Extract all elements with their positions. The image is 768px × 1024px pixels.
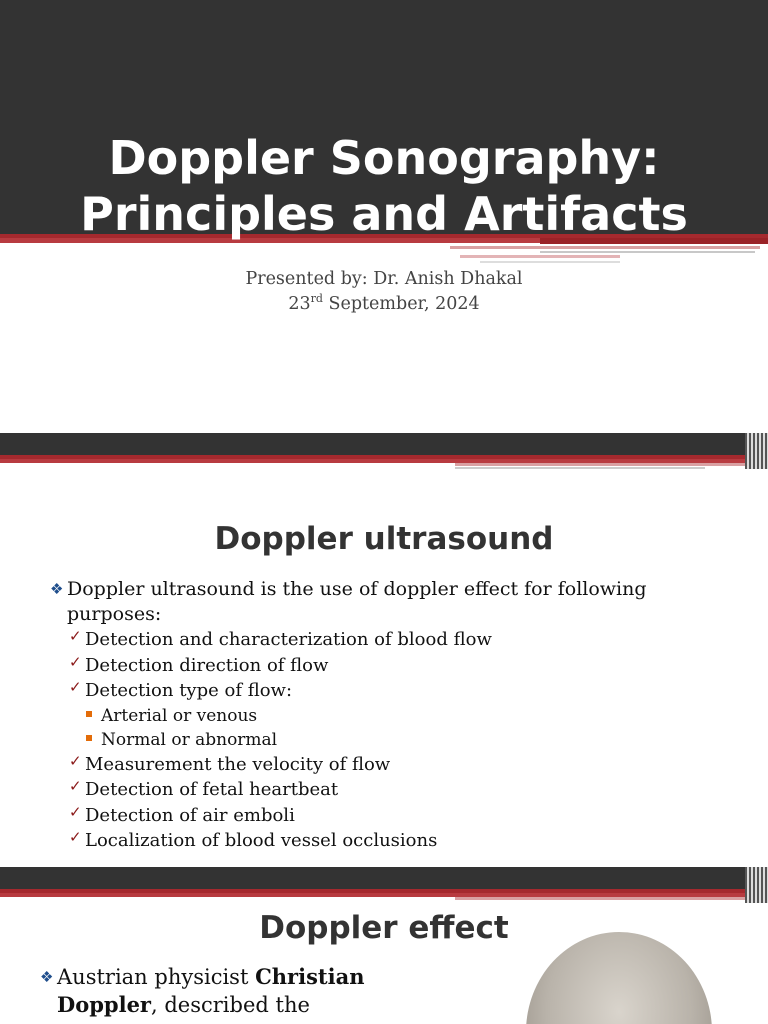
checkmark-icon: ✓ (69, 802, 82, 821)
sub-list-item (50, 704, 730, 728)
square-icon (86, 735, 92, 741)
text-prefix: Austrian physicist (57, 965, 256, 989)
list-item (50, 678, 730, 704)
accent-stripe (745, 867, 768, 903)
list-item (50, 752, 730, 778)
checkmark-icon: ✓ (69, 678, 82, 696)
accent-stripe (460, 255, 620, 258)
checkmark-icon: ✓ (69, 652, 82, 671)
list-item (50, 777, 730, 803)
accent-stripe (480, 261, 620, 263)
list-item (50, 803, 730, 829)
list-item-text: Measurement the velocity of flow (85, 753, 391, 775)
list-item (50, 828, 730, 854)
accent-stripe (455, 897, 745, 900)
presentation-subtitle (0, 267, 768, 317)
list-item-text: Detection of air emboli (85, 804, 295, 826)
accent-stripe (455, 467, 705, 469)
list-item-text: Localization of blood vessel occlusions (85, 830, 438, 851)
checkmark-icon: ✓ (69, 777, 82, 795)
slide-title: Doppler ultrasound (214, 521, 554, 557)
list-item (50, 577, 730, 627)
date-day: 23 (288, 294, 311, 314)
date-rest: September, 2024 (322, 294, 480, 314)
list-item (50, 653, 730, 679)
list-item-text: Detection and characterization of blood flow (85, 629, 492, 650)
presenter-name: Presented by: Dr. Anish Dhakal (245, 269, 523, 289)
square-icon (86, 711, 92, 717)
date-suffix: rd (310, 292, 323, 306)
title-slide (0, 0, 768, 432)
sub-list-item-text: Arterial or venous (101, 705, 258, 726)
checkmark-icon: ✓ (69, 828, 82, 846)
list-item-text: Detection of fetal heartbeat (85, 779, 339, 800)
accent-stripe (450, 246, 760, 249)
sub-list-item (50, 728, 730, 752)
title-line-1: Doppler Sonography: (108, 131, 660, 185)
bullet-list (50, 577, 730, 854)
checkmark-icon: ✓ (69, 627, 82, 645)
list-item-text: Doppler ultrasound is the use of doppler effect for following purposes: (67, 578, 647, 625)
presentation-date (0, 292, 768, 317)
accent-stripe (455, 463, 745, 466)
presentation-title (0, 130, 768, 242)
diamond-cluster-icon: ❖ (50, 580, 64, 598)
list-item-text: Detection type of flow: (85, 680, 293, 701)
list-item-text: Detection direction of flow (85, 654, 329, 676)
list-item-text (40, 963, 400, 1019)
doppler-effect-slide (0, 867, 768, 1024)
bullet-list (40, 963, 400, 1019)
slide-top-bar (0, 433, 768, 455)
slide-title: Doppler effect (259, 910, 509, 946)
name-first: Christian (255, 964, 365, 989)
accent-stripe (745, 433, 768, 469)
slide-top-bar (0, 867, 768, 889)
diamond-cluster-icon: ❖ (40, 968, 54, 986)
text-suffix: , described the (151, 993, 310, 1017)
name-last: Doppler (57, 992, 151, 1017)
sub-list-item-text: Normal or abnormal (101, 729, 278, 750)
title-line-2: Principles and Artifacts (80, 187, 688, 241)
checkmark-icon: ✓ (69, 751, 82, 770)
doppler-ultrasound-slide (0, 433, 768, 867)
list-item (50, 627, 730, 653)
accent-stripe (540, 251, 755, 253)
